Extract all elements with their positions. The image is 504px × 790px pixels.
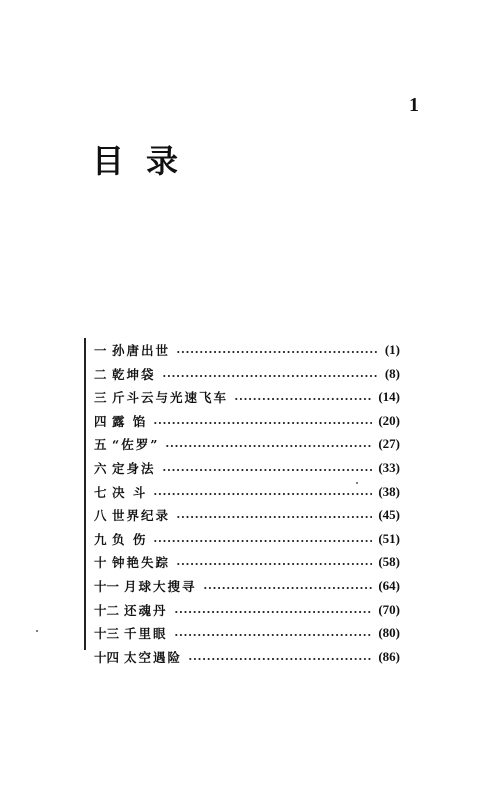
toc-entry-title: 钟艳失踪 xyxy=(112,555,171,571)
dot-leader xyxy=(153,422,372,424)
toc-entry-number: 十二 xyxy=(94,602,120,618)
toc-entry-number: 八 xyxy=(94,508,107,524)
dot-leader xyxy=(234,398,372,400)
dot-leader xyxy=(203,587,372,589)
toc-entry[interactable] xyxy=(86,598,404,622)
toc-entry-title: 斤斗云与光速飞车 xyxy=(112,390,229,406)
dot-leader xyxy=(174,634,372,636)
toc-entry-page: (58) xyxy=(378,554,400,570)
toc-entry-title: 孙唐出世 xyxy=(112,343,171,358)
toc-entry-number: 六 xyxy=(94,461,107,476)
toc-entry-number: 二 xyxy=(94,366,107,382)
toc-entry-title: 负 伤 xyxy=(112,531,148,547)
toc-entry[interactable] xyxy=(86,574,404,598)
dot-leader xyxy=(165,445,372,447)
toc-entry[interactable] xyxy=(86,621,404,645)
page-number: 1 xyxy=(409,94,419,116)
toc-entry-title: “佐罗” xyxy=(112,437,160,453)
toc-entry-number: 九 xyxy=(94,531,107,547)
toc-entry-title: 还魂丹 xyxy=(124,602,168,618)
toc-entry-page: (38) xyxy=(378,483,400,499)
toc-entry[interactable] xyxy=(86,338,404,362)
toc-entry[interactable] xyxy=(86,432,404,456)
toc-entry-number: 五 xyxy=(94,437,107,453)
toc-entry-number: 七 xyxy=(94,484,107,500)
dot-leader xyxy=(174,611,372,613)
scan-speck xyxy=(36,630,38,632)
toc-entry-number: 十三 xyxy=(94,626,120,642)
dot-leader xyxy=(153,493,372,495)
toc-entry-title: 千里眼 xyxy=(124,626,168,642)
toc-entry-page: (27) xyxy=(378,436,400,452)
toc-entry[interactable] xyxy=(86,456,404,480)
toc-entry-page: (80) xyxy=(378,625,400,641)
toc-entry-page: (51) xyxy=(378,530,400,546)
toc-entry-title: 决 斗 xyxy=(112,484,148,500)
toc-entry-number: 十一 xyxy=(94,579,120,594)
dot-leader xyxy=(176,563,372,565)
toc-entry-number: 四 xyxy=(94,413,107,429)
toc-entry-title: 定身法 xyxy=(112,461,156,476)
toc-entry-title: 太空遇险 xyxy=(124,649,183,665)
toc-entry-page: (1) xyxy=(384,342,400,357)
toc-entry[interactable] xyxy=(86,645,404,669)
toc-entry[interactable] xyxy=(86,409,404,433)
toc-entry[interactable] xyxy=(86,385,404,409)
toc-entry[interactable] xyxy=(86,503,404,527)
toc-entry[interactable] xyxy=(86,527,404,551)
toc-entry-title: 世界纪录 xyxy=(112,508,171,524)
dot-leader xyxy=(176,516,372,518)
page-title: 目录 xyxy=(92,142,201,180)
toc-entry-page: (45) xyxy=(378,507,400,523)
dot-leader xyxy=(188,658,372,660)
toc-entry-page: (33) xyxy=(378,460,400,475)
toc-entry-number: 十四 xyxy=(94,649,120,665)
toc-entry-number: 一 xyxy=(94,343,107,358)
toc-entry[interactable] xyxy=(86,550,404,574)
dot-leader xyxy=(176,351,379,353)
toc-entry-page: (86) xyxy=(378,648,400,664)
toc-entry-page: (70) xyxy=(378,601,400,617)
toc-entry-title: 露 馅 xyxy=(112,413,148,429)
toc-entry-title: 月球大搜寻 xyxy=(124,579,197,594)
dot-leader xyxy=(153,540,372,542)
toc-entry-page: (64) xyxy=(378,578,400,593)
dot-leader xyxy=(162,469,372,471)
dot-leader xyxy=(162,375,379,377)
toc-entry-page: (14) xyxy=(378,389,400,405)
toc-entry-number: 三 xyxy=(94,390,107,406)
scan-speck xyxy=(356,482,358,484)
toc-entry-page: (20) xyxy=(378,412,400,428)
toc-entry-title: 乾坤袋 xyxy=(112,366,156,382)
toc-entry-page: (8) xyxy=(384,365,400,381)
table-of-contents xyxy=(84,338,404,665)
toc-entry-number: 十 xyxy=(94,555,107,571)
toc-entry[interactable] xyxy=(86,362,404,386)
